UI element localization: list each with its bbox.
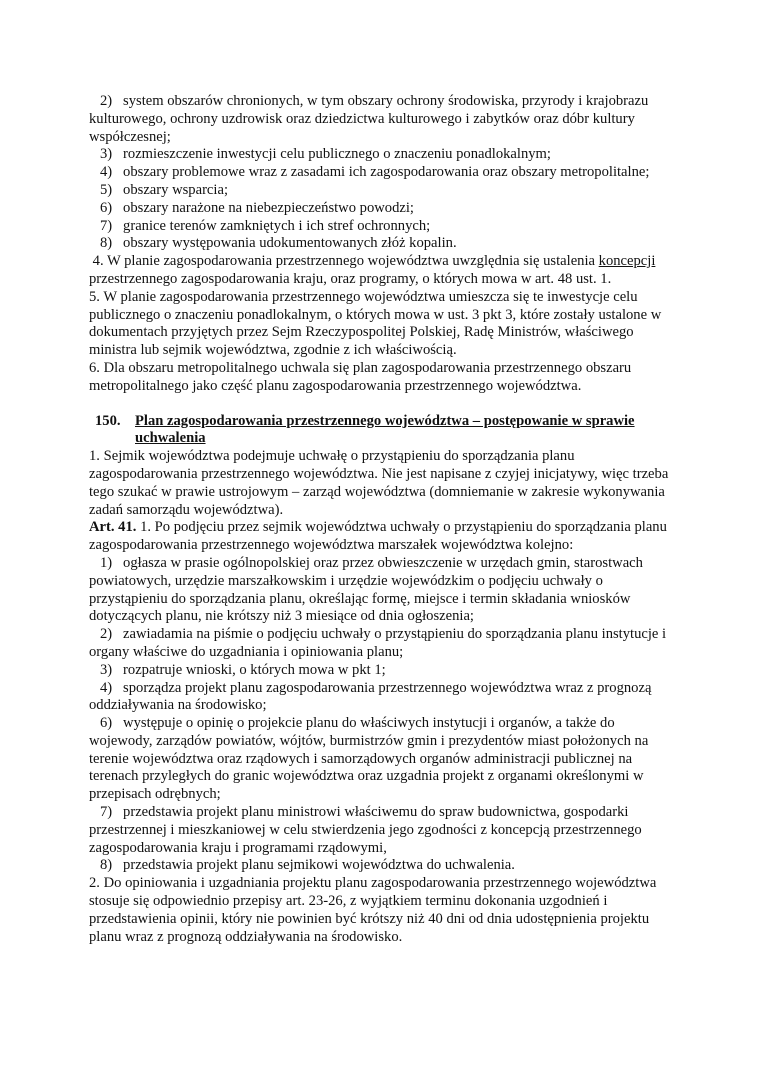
list-item: 6) występuje o opinię o projekcie planu do właściwych instytucji i organów, a także do wojewody, zarządów powiatów, wójtów, burmistrzów gmin i prezydentów miast położonych na terenie województwa oraz rządowych i samorządowych organów administracji publicznej na terenach przyległych do granic województwa oraz uzgadnia projekt z organami określonymi w przepisach odrębnych; xyxy=(89,715,649,803)
article-label: Art. 41. xyxy=(89,519,137,536)
list-item: 4) sporządza projekt planu zagospodarowania przestrzennego województwa wraz z prognozą oddziaływania na środowisko; xyxy=(89,679,652,714)
section-heading xyxy=(89,413,679,449)
underlined-term: koncepcji xyxy=(598,253,656,270)
section-paragraph-2: 2. Do opiniowania i uzgadniania projektu planu zagospodarowania przestrzennego województwa stosuje się odpowiednio przepisy art. 23-26, z wyjątkiem terminu dokonania uzgodnień i przedstawienia opinii, który nie powinien być krótszy niż 40 dni od dnia udostępnienia projektu planu wraz z prognozą oddziaływania na środowisko. xyxy=(89,875,657,945)
list-item: 7) granice terenów zamkniętych i ich stref ochronnych; xyxy=(89,217,431,234)
list-item: 7) przedstawia projekt planu ministrowi właściwemu do spraw budownictwa, gospodarki przestrzennej i mieszkaniowej w celu stwierdzenia jego zgodności z koncepcją przestrzennego zagospodarowania kraju i programami rządowymi, xyxy=(89,804,642,856)
list-item: 4) obszary problemowe wraz z zasadami ich zagospodarowania oraz obszary metropolitalne; xyxy=(89,164,650,181)
list-item: 3) rozpatruje wnioski, o których mowa w pkt 1; xyxy=(89,661,386,678)
article-41 xyxy=(89,519,679,555)
paragraph-6: 6. Dla obszaru metropolitalnego uchwala się plan zagospodarowania przestrzennego obszaru metropolitalnego jako część planu zagospodarowania przestrzennego województwa. xyxy=(89,359,632,394)
section-number: 150. xyxy=(95,412,121,429)
section-title: Plan zagospodarowania przestrzennego województwa – postępowanie w sprawie uchwalenia xyxy=(135,412,635,447)
list-item: 2) system obszarów chronionych, w tym obszary ochrony środowiska, przyrody i krajobrazu kulturowego, ochrony uzdrowisk oraz dziedzictwa kulturowego i zabytków oraz dóbr kultury współczesnej; xyxy=(89,93,649,145)
article-text: 1. Po podjęciu przez sejmik województwa uchwały o przystąpieniu do sporządzania planu zagospodarowania przestrzennego województwa marszałek województwa kolejno: xyxy=(89,519,667,554)
paragraph-4-text: 4. W planie zagospodarowania przestrzennego województwa uwzględnia się ustalenia xyxy=(89,253,599,270)
section-paragraph-1: 1. Sejmik województwa podejmuje uchwałę o przystąpieniu do sporządzania planu zagospodarowania przestrzennego województwa. Nie jest napisane z czyjej inicjatywy, więc trzeba tego szukać w prawie ustrojowym – zarząd województwa (domniemanie w zakresie wykonywania zadań samorządu województwa). xyxy=(89,448,669,518)
list-item: 6) obszary narażone na niebezpieczeństwo powodzi; xyxy=(89,199,414,216)
list-item: 2) zawiadamia na piśmie o podjęciu uchwały o przystąpieniu do sporządzania planu instytucje i organy właściwe do uzgadniania i opiniowania planu; xyxy=(89,626,667,660)
list-item: 1) ogłasza w prasie ogólnopolskiej oraz przez obwieszczenie w urzędach gmin, starostwach powiatowych, urzędzie marszałkowskim i urzędzie wojewódzkim o podjęciu uchwały o przystąpieniu do sporządzania planu, określając formę, miejsce i termin składania wniosków dotyczących planu, nie krótszy niż 3 miesiące od dnia ogłoszenia; xyxy=(89,554,643,625)
document-page xyxy=(89,93,679,946)
paragraph-5: 5. W planie zagospodarowania przestrzennego województwa umieszcza się te inwestycje celu publicznego o znaczeniu ponadlokalnym, o których mowa w ust. 3 pkt 3, które zostały ustalone w dokumentach przyjętych przez Sejm Rzeczypospolitej Polskiej, Radę Ministrów, właściwego ministra lub sejmik województwa, zgodnie z ich właściwością. xyxy=(89,288,662,359)
list-item: 3) rozmieszczenie inwestycji celu publicznego o znaczeniu ponadlokalnym; xyxy=(89,146,551,163)
paragraph-4-text-end: przestrzennego zagospodarowania kraju, oraz programy, o których mowa w art. 48 ust. 1. xyxy=(89,270,612,287)
paragraph-4 xyxy=(89,253,679,289)
list-item: 8) obszary występowania udokumentowanych złóż kopalin. xyxy=(89,235,457,252)
list-item: 8) przedstawia projekt planu sejmikowi województwa do uchwalenia. xyxy=(89,857,515,874)
list-item: 5) obszary wsparcia; xyxy=(89,181,228,198)
